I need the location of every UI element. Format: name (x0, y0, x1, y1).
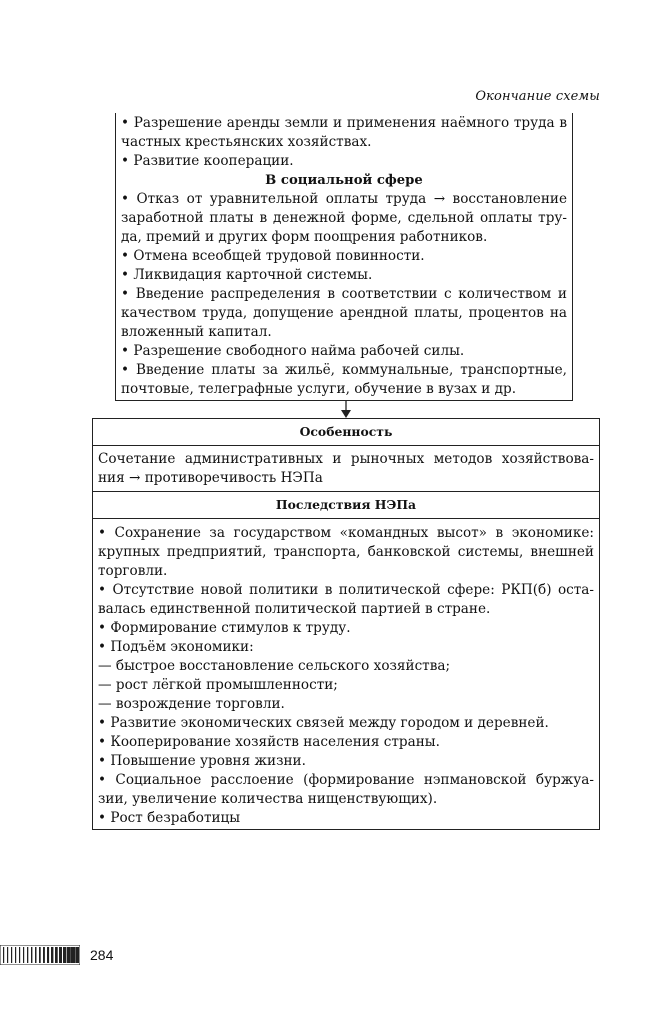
text-line: • Социальное расслоение (формирование нэпмановской буржуа- (98, 772, 594, 788)
text-line: заработной платы в денежной форме, сдельной оплаты тру- (121, 210, 567, 226)
text-line: • Отсутствие новой политики в политической сфере: РКП(б) оста- (98, 582, 594, 598)
text-line: • Кооперирование хозяйств населения страны. (98, 734, 440, 750)
text-line: • Развитие кооперации. (121, 153, 294, 169)
text-line: — рост лёгкой промышленности; (98, 677, 338, 693)
feature-section-body (93, 446, 599, 492)
feature-section-title: Особенность (93, 419, 599, 446)
text-line: • Формирование стимулов к труду. (98, 620, 351, 636)
text-line: • Рост безработицы (98, 810, 241, 826)
page-edge-bars (0, 945, 80, 965)
text-line: • Введение распределения в соответствии с количеством и (121, 286, 567, 302)
text-line: • Отмена всеобщей трудовой повинности. (121, 248, 425, 264)
economic-social-measures-box (115, 113, 573, 401)
page-number: 284 (90, 947, 114, 963)
nep-summary-box (92, 418, 600, 830)
text-line: почтовые, телеграфные услуги, обучение в вузах и др. (121, 381, 517, 397)
consequences-section-body (93, 519, 599, 831)
text-line: ния → противоречивость НЭПа (98, 470, 323, 486)
text-line: частных крестьянских хозяйствах. (121, 134, 372, 150)
text-line: • Ликвидация карточной системы. (121, 267, 373, 283)
text-line: крупных предприятий, транспорта, банковской системы, внешней (98, 544, 594, 560)
text-line: да, премий и других форм поощрения работников. (121, 229, 488, 245)
down-arrow-icon (336, 401, 356, 419)
running-head: Окончание схемы (475, 89, 600, 104)
text-line: валась единственной политической партией в стране. (98, 601, 491, 617)
text-line: вложенный капитал. (121, 324, 272, 340)
consequences-section-title: Последствия НЭПа (93, 492, 599, 519)
text-line: • Развитие экономических связей между городом и деревней. (98, 715, 549, 731)
text-line: • Повышение уровня жизни. (98, 753, 306, 769)
text-line: зии, увеличение количества нищенствующих). (98, 791, 438, 807)
subsection-heading: В социальной сфере (265, 173, 423, 188)
text-line: • Разрешение свободного найма рабочей силы. (121, 343, 465, 359)
text-line: • Сохранение за государством «командных высот» в экономике: (98, 525, 594, 541)
text-line: — возрождение торговли. (98, 696, 285, 712)
text-line: • Введение платы за жильё, коммунальные, транспортные, (121, 362, 567, 378)
text-line: качеством труда, допущение арендной платы, процентов на (121, 305, 567, 321)
text-line: торговли. (98, 563, 168, 579)
text-line: Сочетание административных и рыночных методов хозяйствова- (98, 451, 594, 467)
text-line: • Отказ от уравнительной оплаты труда → восстановление (121, 191, 567, 207)
text-line: • Подъём экономики: (98, 639, 254, 655)
text-line: — быстрое восстановление сельского хозяйства; (98, 658, 451, 674)
text-line: • Разрешение аренды земли и применения наёмного труда в (121, 115, 567, 131)
